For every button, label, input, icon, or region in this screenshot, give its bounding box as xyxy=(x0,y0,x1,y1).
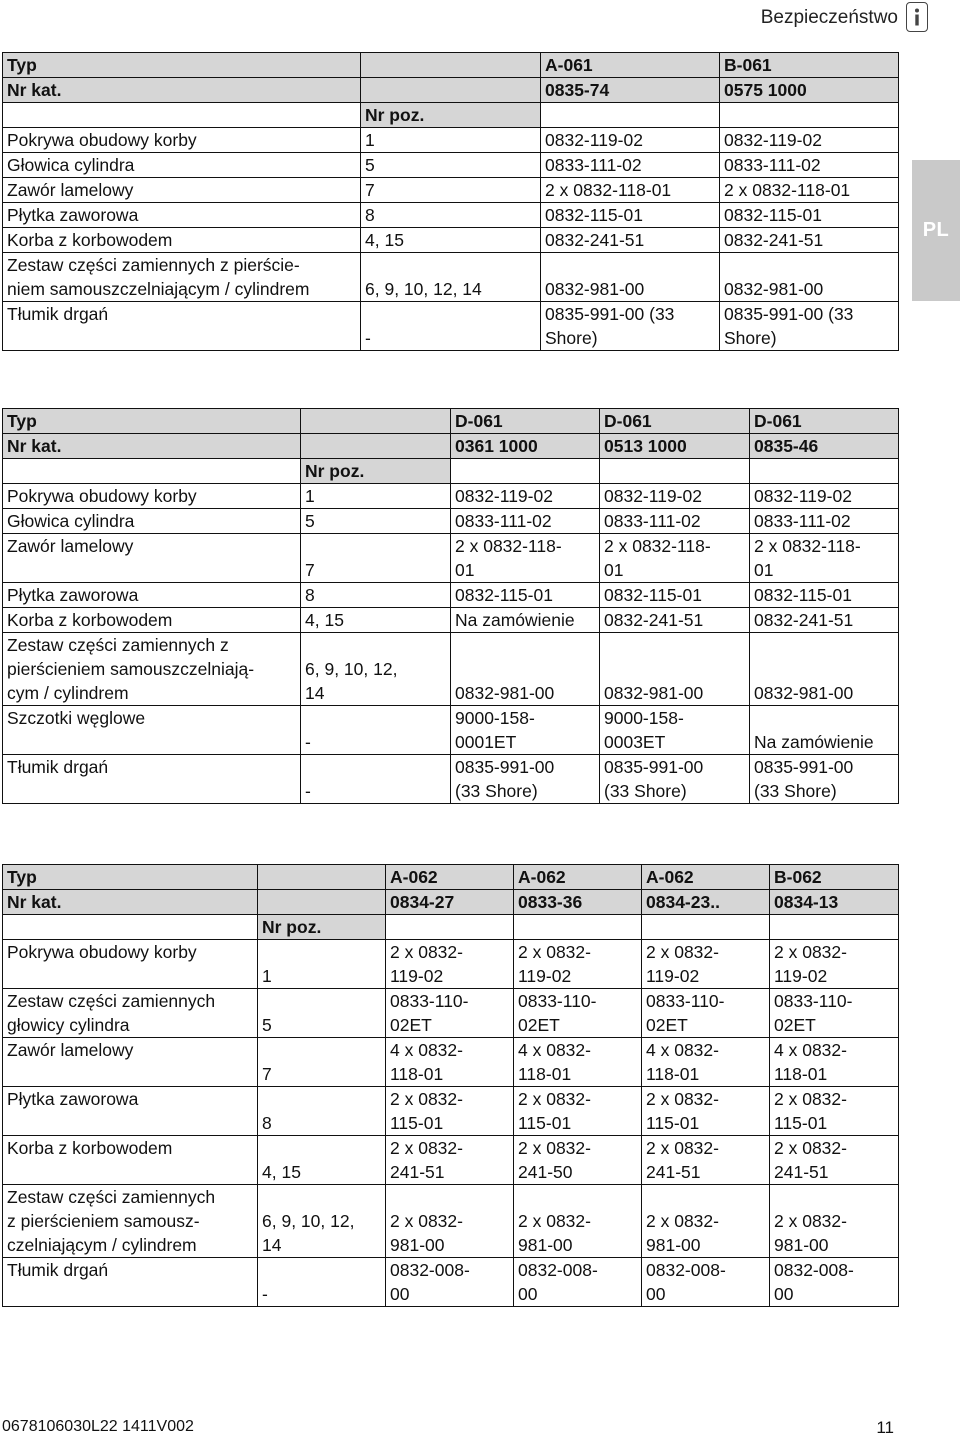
part-name: Pokrywa obudowy korby xyxy=(3,940,258,989)
position-header-blank xyxy=(720,103,899,128)
catalog-label: Nr kat. xyxy=(3,434,301,459)
part-number-cell: 0832-008- 00 xyxy=(514,1258,642,1307)
catalog-spacer xyxy=(361,78,541,103)
part-number-cell: 0832-119-02 xyxy=(750,484,899,509)
part-row xyxy=(3,509,899,534)
part-position: 5 xyxy=(258,989,386,1038)
part-position: - xyxy=(258,1258,386,1307)
part-position: 4, 15 xyxy=(258,1136,386,1185)
part-number-cell: 0832-119-02 xyxy=(600,484,750,509)
catalog-number-cell: 0835-46 xyxy=(750,434,899,459)
catalog-number-cell: 0834-27 xyxy=(386,890,514,915)
position-header-spacer xyxy=(3,459,301,484)
part-number-cell: 0832-008- 00 xyxy=(770,1258,899,1307)
part-number-cell: 2 x 0832- 241-51 xyxy=(770,1136,899,1185)
part-position: 6, 9, 10, 12, 14 xyxy=(301,633,451,706)
part-name: Korba z korbowodem xyxy=(3,228,361,253)
part-position: - xyxy=(361,302,541,351)
part-name: Zawór lamelowy xyxy=(3,1038,258,1087)
type-row xyxy=(3,865,899,890)
part-number-cell: 0832-981-00 xyxy=(720,253,899,302)
part-number-cell: 0835-991-00 (33 Shore) xyxy=(451,755,600,804)
part-number-cell: 0832-241-51 xyxy=(600,608,750,633)
model-cell: A-062 xyxy=(642,865,770,890)
catalog-number-cell: 0575 1000 xyxy=(720,78,899,103)
part-name: Tłumik drgań xyxy=(3,1258,258,1307)
part-position: 6, 9, 10, 12, 14 xyxy=(258,1185,386,1258)
position-header-spacer xyxy=(3,915,258,940)
part-number-cell: 0833-110- 02ET xyxy=(514,989,642,1038)
part-name: Zestaw części zamiennych z pierście- niem samouszczelniającym / cylindrem xyxy=(3,253,361,302)
part-number-cell: 0832-115-01 xyxy=(600,583,750,608)
part-number-cell: 0832-241-51 xyxy=(541,228,720,253)
part-number-cell: 2 x 0832- 981-00 xyxy=(514,1185,642,1258)
part-row xyxy=(3,583,899,608)
catalog-row xyxy=(3,78,899,103)
part-position: 7 xyxy=(258,1038,386,1087)
part-number-cell: 2 x 0832- 115-01 xyxy=(386,1087,514,1136)
catalog-number-cell: 0513 1000 xyxy=(600,434,750,459)
part-position: 4, 15 xyxy=(361,228,541,253)
part-position: 1 xyxy=(301,484,451,509)
part-number-cell: 0833-110- 02ET xyxy=(770,989,899,1038)
part-row xyxy=(3,755,899,804)
part-number-cell: 4 x 0832- 118-01 xyxy=(386,1038,514,1087)
catalog-number-cell: 0361 1000 xyxy=(451,434,600,459)
part-position: - xyxy=(301,755,451,804)
part-name: Tłumik drgań xyxy=(3,755,301,804)
type-row xyxy=(3,53,899,78)
part-position: 4, 15 xyxy=(301,608,451,633)
part-number-cell: 2 x 0832- 241-51 xyxy=(386,1136,514,1185)
part-number-cell: 2 x 0832- 119-02 xyxy=(386,940,514,989)
part-number-cell: 0833-110- 02ET xyxy=(642,989,770,1038)
part-row xyxy=(3,203,899,228)
part-row xyxy=(3,253,899,302)
part-row xyxy=(3,153,899,178)
part-name: Płytka zaworowa xyxy=(3,203,361,228)
part-number-cell: 2 x 0832- 115-01 xyxy=(770,1087,899,1136)
model-cell: D-061 xyxy=(451,409,600,434)
part-position: 5 xyxy=(301,509,451,534)
part-number-cell: 0832-119-02 xyxy=(451,484,600,509)
part-row xyxy=(3,608,899,633)
part-position: 1 xyxy=(361,128,541,153)
part-position: 1 xyxy=(258,940,386,989)
part-row xyxy=(3,534,899,583)
position-header-blank xyxy=(642,915,770,940)
type-row xyxy=(3,409,899,434)
part-number-cell: 0833-111-02 xyxy=(541,153,720,178)
part-row xyxy=(3,1087,899,1136)
part-number-cell: 2 x 0832-118- 01 xyxy=(750,534,899,583)
part-row xyxy=(3,706,899,755)
part-name: Szczotki węglowe xyxy=(3,706,301,755)
catalog-number-cell: 0833-36 xyxy=(514,890,642,915)
part-number-cell: 9000-158- 0001ET xyxy=(451,706,600,755)
type-label: Typ xyxy=(3,53,361,78)
part-number-cell: 2 x 0832- 119-02 xyxy=(642,940,770,989)
model-cell: A-062 xyxy=(514,865,642,890)
part-name: Płytka zaworowa xyxy=(3,583,301,608)
part-number-cell: 0835-991-00 (33 Shore) xyxy=(541,302,720,351)
section-title: Bezpieczeństwo xyxy=(760,7,898,28)
parts-table-1 xyxy=(2,52,899,351)
catalog-row xyxy=(3,434,899,459)
part-row xyxy=(3,1185,899,1258)
position-header-blank xyxy=(770,915,899,940)
part-number-cell: 0832-115-01 xyxy=(451,583,600,608)
part-number-cell: 2 x 0832- 981-00 xyxy=(386,1185,514,1258)
part-number-cell: 0832-981-00 xyxy=(541,253,720,302)
model-cell: D-061 xyxy=(600,409,750,434)
part-name: Pokrywa obudowy korby xyxy=(3,484,301,509)
model-cell: A-061 xyxy=(541,53,720,78)
part-name: Zawór lamelowy xyxy=(3,178,361,203)
part-number-cell: 0832-981-00 xyxy=(451,633,600,706)
part-row xyxy=(3,940,899,989)
part-position: 8 xyxy=(301,583,451,608)
part-number-cell: 0833-110- 02ET xyxy=(386,989,514,1038)
catalog-row xyxy=(3,890,899,915)
part-number-cell: 2 x 0832-118- 01 xyxy=(600,534,750,583)
type-spacer xyxy=(361,53,541,78)
part-number-cell: 2 x 0832-118- 01 xyxy=(451,534,600,583)
part-number-cell: 4 x 0832- 118-01 xyxy=(514,1038,642,1087)
part-row xyxy=(3,228,899,253)
part-row xyxy=(3,1038,899,1087)
part-number-cell: 0832-008- 00 xyxy=(386,1258,514,1307)
part-name: Korba z korbowodem xyxy=(3,1136,258,1185)
part-number-cell: 0832-119-02 xyxy=(541,128,720,153)
part-number-cell: 9000-158- 0003ET xyxy=(600,706,750,755)
type-label: Typ xyxy=(3,409,301,434)
part-position: 8 xyxy=(361,203,541,228)
part-number-cell: 0832-115-01 xyxy=(720,203,899,228)
model-cell: A-062 xyxy=(386,865,514,890)
part-number-cell: 0835-991-00 (33 Shore) xyxy=(750,755,899,804)
part-number-cell: 0832-119-02 xyxy=(720,128,899,153)
part-number-cell: 2 x 0832- 119-02 xyxy=(514,940,642,989)
type-spacer xyxy=(258,865,386,890)
language-tab xyxy=(912,160,960,301)
catalog-spacer xyxy=(301,434,451,459)
part-row xyxy=(3,302,899,351)
language-tab-label: PL xyxy=(922,219,950,241)
type-label: Typ xyxy=(3,865,258,890)
part-position: 8 xyxy=(258,1087,386,1136)
catalog-label: Nr kat. xyxy=(3,78,361,103)
part-name: Głowica cylindra xyxy=(3,153,361,178)
part-row xyxy=(3,633,899,706)
type-spacer xyxy=(301,409,451,434)
part-number-cell: 2 x 0832- 981-00 xyxy=(642,1185,770,1258)
part-number-cell: 2 x 0832- 241-51 xyxy=(642,1136,770,1185)
part-name: Głowica cylindra xyxy=(3,509,301,534)
part-number-cell: Na zamówienie xyxy=(451,608,600,633)
part-row xyxy=(3,178,899,203)
part-number-cell: 0832-115-01 xyxy=(750,583,899,608)
position-header-blank xyxy=(451,459,600,484)
position-header-row xyxy=(3,915,899,940)
part-number-cell: 4 x 0832- 118-01 xyxy=(770,1038,899,1087)
position-header-row xyxy=(3,103,899,128)
parts-table-2 xyxy=(2,408,899,804)
info-icon xyxy=(906,2,928,32)
part-number-cell: 0835-991-00 (33 Shore) xyxy=(720,302,899,351)
part-name: Zestaw części zamiennych głowicy cylindra xyxy=(3,989,258,1038)
part-position: 7 xyxy=(301,534,451,583)
position-header-blank xyxy=(600,459,750,484)
catalog-label: Nr kat. xyxy=(3,890,258,915)
part-position: 7 xyxy=(361,178,541,203)
part-number-cell: Na zamówienie xyxy=(750,706,899,755)
position-header-blank xyxy=(541,103,720,128)
part-number-cell: 0832-981-00 xyxy=(600,633,750,706)
model-cell: D-061 xyxy=(750,409,899,434)
catalog-number-cell: 0835-74 xyxy=(541,78,720,103)
part-number-cell: 2 x 0832-118-01 xyxy=(541,178,720,203)
position-header-blank xyxy=(750,459,899,484)
part-position: 6, 9, 10, 12, 14 xyxy=(361,253,541,302)
part-number-cell: 0833-111-02 xyxy=(451,509,600,534)
part-number-cell: 0833-111-02 xyxy=(600,509,750,534)
part-position: 5 xyxy=(361,153,541,178)
page-header xyxy=(761,4,898,32)
part-number-cell: 2 x 0832- 241-50 xyxy=(514,1136,642,1185)
parts-table-3 xyxy=(2,864,899,1307)
position-header-spacer xyxy=(3,103,361,128)
part-number-cell: 0832-981-00 xyxy=(750,633,899,706)
part-number-cell: 0832-241-51 xyxy=(720,228,899,253)
model-cell: B-061 xyxy=(720,53,899,78)
part-number-cell: 2 x 0832- 115-01 xyxy=(642,1087,770,1136)
page-number: 11 xyxy=(876,1418,894,1437)
position-header: Nr poz. xyxy=(361,103,541,128)
catalog-number-cell: 0834-23.. xyxy=(642,890,770,915)
part-number-cell: 2 x 0832-118-01 xyxy=(720,178,899,203)
position-header: Nr poz. xyxy=(301,459,451,484)
part-row xyxy=(3,1136,899,1185)
part-name: Tłumik drgań xyxy=(3,302,361,351)
catalog-spacer xyxy=(258,890,386,915)
catalog-number-cell: 0834-13 xyxy=(770,890,899,915)
part-number-cell: 0833-111-02 xyxy=(750,509,899,534)
part-name: Zestaw części zamiennych z pierścieniem samouszczelniają- cym / cylindrem xyxy=(3,633,301,706)
part-number-cell: 0832-008- 00 xyxy=(642,1258,770,1307)
part-row xyxy=(3,989,899,1038)
part-position: - xyxy=(301,706,451,755)
document-code: 0678106030L22 1411V002 xyxy=(2,1418,194,1435)
part-name: Płytka zaworowa xyxy=(3,1087,258,1136)
position-header-blank xyxy=(514,915,642,940)
part-number-cell: 0835-991-00 (33 Shore) xyxy=(600,755,750,804)
part-number-cell: 0832-115-01 xyxy=(541,203,720,228)
part-number-cell: 4 x 0832- 118-01 xyxy=(642,1038,770,1087)
position-header-row xyxy=(3,459,899,484)
part-number-cell: 0833-111-02 xyxy=(720,153,899,178)
position-header-blank xyxy=(386,915,514,940)
part-number-cell: 2 x 0832- 981-00 xyxy=(770,1185,899,1258)
part-name: Pokrywa obudowy korby xyxy=(3,128,361,153)
part-name: Korba z korbowodem xyxy=(3,608,301,633)
part-row xyxy=(3,1258,899,1307)
part-row xyxy=(3,484,899,509)
part-row xyxy=(3,128,899,153)
part-name: Zawór lamelowy xyxy=(3,534,301,583)
part-number-cell: 2 x 0832- 119-02 xyxy=(770,940,899,989)
part-name: Zestaw części zamiennych z pierścieniem samousz- czelniającym / cylindrem xyxy=(3,1185,258,1258)
part-number-cell: 0832-241-51 xyxy=(750,608,899,633)
position-header: Nr poz. xyxy=(258,915,386,940)
model-cell: B-062 xyxy=(770,865,899,890)
part-number-cell: 2 x 0832- 115-01 xyxy=(514,1087,642,1136)
